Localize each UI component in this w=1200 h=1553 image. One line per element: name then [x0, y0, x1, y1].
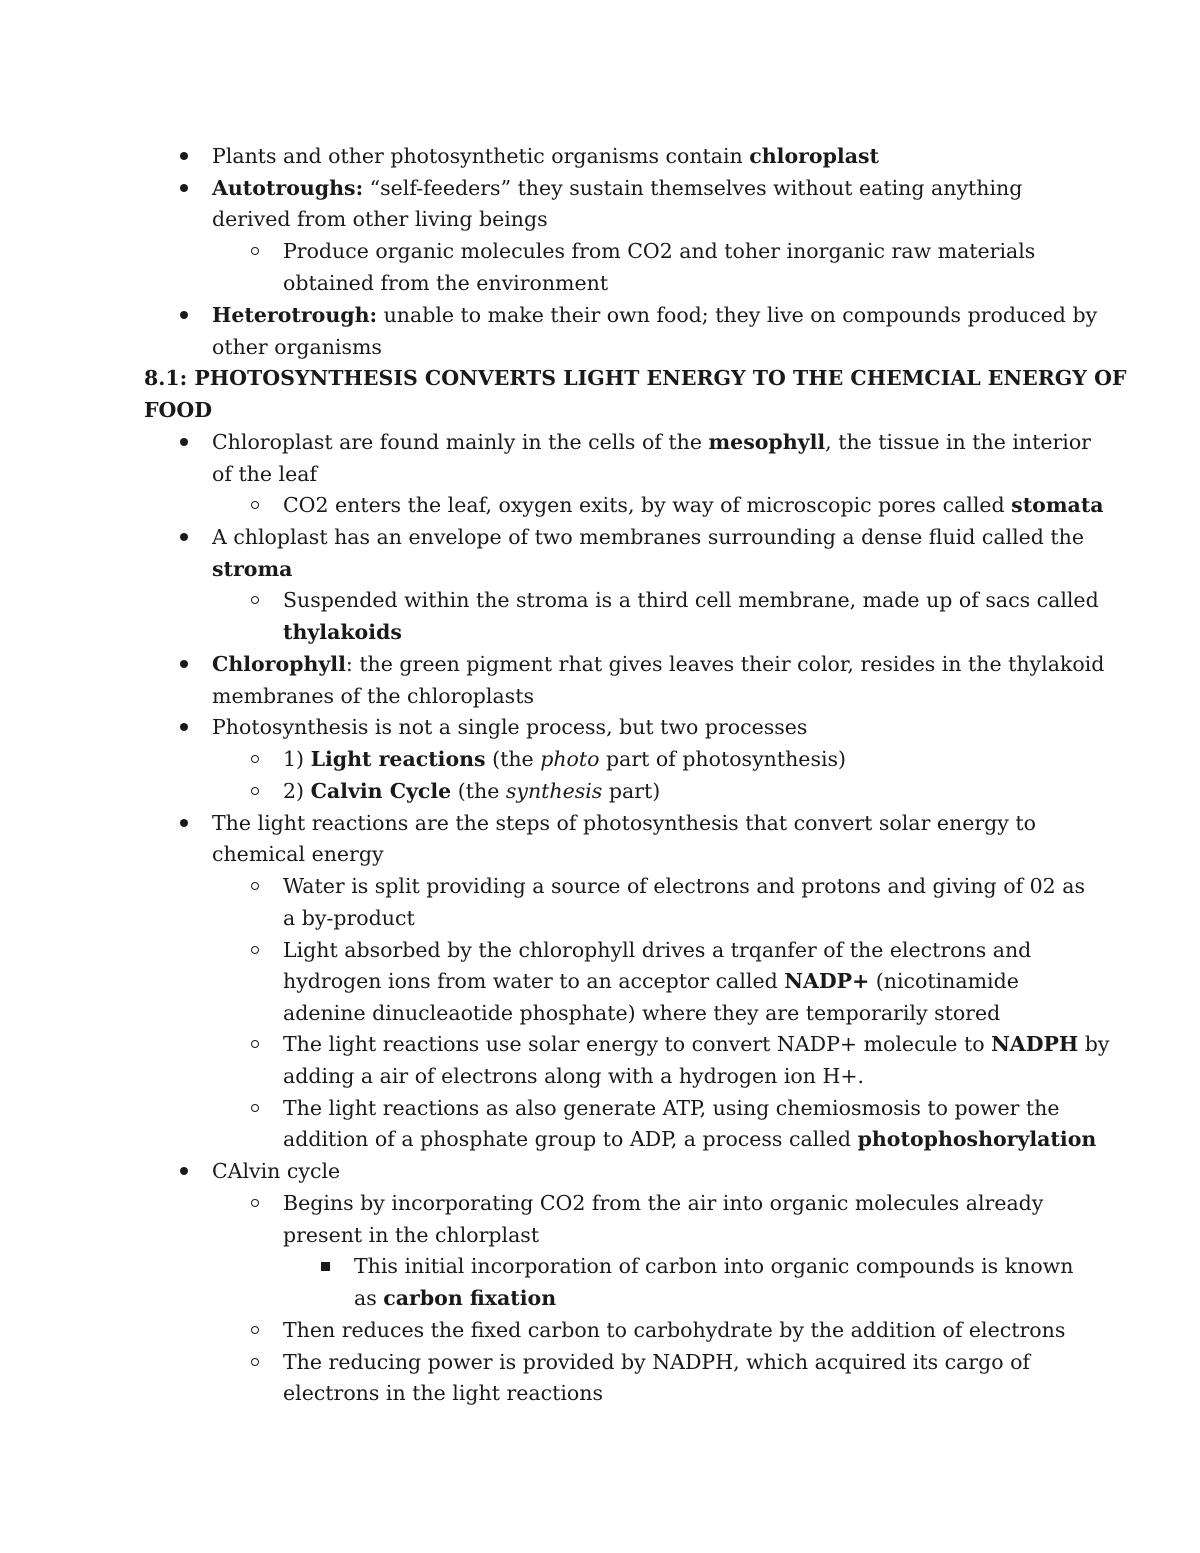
text-run: The light reactions are the steps of photosynthesis that convert solar energy to: [212, 811, 1036, 835]
text-run: photo: [540, 747, 600, 771]
text-run: Light reactions: [310, 747, 486, 771]
text-run: photophoshorylation: [857, 1127, 1097, 1151]
subsubbullet-carbon-fixation-cont: [354, 1286, 556, 1310]
text-run: by: [1078, 1032, 1110, 1056]
subbullet-nadph: [283, 1032, 1110, 1056]
text-run: thylakoids: [283, 620, 402, 644]
text-run: The light reactions use solar energy to convert NADP+ molecule to: [283, 1032, 992, 1056]
text-run: as: [354, 1286, 384, 1310]
subbullet-thylakoids: [283, 588, 1099, 612]
text-run: adenine dinucleaotide phosphate) where they are temporarily stored: [283, 1001, 1001, 1025]
bullet-chlorophyll-cont: [212, 684, 534, 708]
bullet-circle: [251, 247, 259, 255]
subbullet-water-split: [283, 874, 1085, 898]
text-run: 8.1: PHOTOSYNTHESIS CONVERTS LIGHT ENERGY TO THE CHEMCIAL ENERGY OF: [144, 366, 1127, 390]
text-run: stomata: [1011, 493, 1104, 517]
text-run: synthesis: [505, 779, 603, 803]
bullet-mesophyll: [212, 430, 1091, 454]
text-run: Heterotrough:: [212, 303, 378, 327]
text-run: Begins by incorporating CO2 from the air into organic molecules already: [283, 1191, 1044, 1215]
subbullet-incorporating-co2: [283, 1191, 1043, 1215]
text-run: electrons in the light reactions: [283, 1381, 603, 1405]
text-run: obtained from the environment: [283, 271, 609, 295]
text-run: NADP+: [784, 969, 870, 993]
subbullet-atp-cont: [283, 1127, 1096, 1151]
subsubbullet-carbon-fixation: [354, 1254, 1073, 1278]
text-run: CO2 enters the leaf, oxygen exits, by way of microscopic pores called: [283, 493, 1012, 517]
text-run: unable to make their own food; they live on compounds produced by: [377, 303, 1098, 327]
text-run: CAlvin cycle: [212, 1159, 341, 1183]
text-run: This initial incorporation of carbon into organic compounds is known: [354, 1254, 1074, 1278]
text-run: The reducing power is provided by NADPH, which acquired its cargo of: [283, 1350, 1031, 1374]
bullet-dot: [180, 184, 188, 192]
text-run: (the: [485, 747, 541, 771]
text-run: Chlorophyll: [212, 652, 346, 676]
subbullet-reducing-power-cont: [283, 1381, 603, 1405]
subbullet-light-reactions: [283, 747, 846, 771]
bullet-dot: [180, 438, 188, 446]
bullet-calvin-cycle: [212, 1159, 340, 1183]
bullet-dot: [180, 819, 188, 827]
bullet-circle: [251, 1326, 259, 1334]
bullet-heterotrough-cont: [212, 335, 382, 359]
text-run: Plants and other photosynthetic organisms contain: [212, 144, 750, 168]
bullet-stroma: [212, 525, 1084, 549]
text-run: present in the chlorplast: [283, 1223, 540, 1247]
text-run: , the tissue in the interior: [825, 430, 1091, 454]
section-heading-cont: [144, 398, 212, 422]
subbullet-water-split-cont: [283, 906, 415, 930]
subbullet-reduces-carbon: [283, 1318, 1065, 1342]
bullet-light-reactions-steps: [212, 811, 1036, 835]
text-run: membranes of the chloroplasts: [212, 684, 534, 708]
bullet-circle: [251, 755, 259, 763]
text-run: Calvin Cycle: [310, 779, 452, 803]
bullet-circle: [251, 1104, 259, 1112]
bullet-circle: [251, 787, 259, 795]
text-run: 1): [283, 747, 311, 771]
bullet-dot: [180, 660, 188, 668]
subbullet-light-absorbed-cont1: [283, 969, 1019, 993]
subbullet-atp: [283, 1096, 1060, 1120]
bullet-dot: [180, 1167, 188, 1175]
bullet-chlorophyll: [212, 652, 1104, 676]
text-run: (nicotinamide: [869, 969, 1019, 993]
text-run: adding a air of electrons along with a hydrogen ion H+.: [283, 1064, 865, 1088]
text-run: Water is split providing a source of electrons and protons and giving of 02 as: [283, 874, 1085, 898]
text-run: carbon fixation: [383, 1286, 557, 1310]
bullet-chloroplast: [212, 144, 879, 168]
subbullet-light-absorbed-cont2: [283, 1001, 1000, 1025]
bullet-heterotrough: [212, 303, 1097, 327]
subbullet-incorporating-co2-cont: [283, 1223, 539, 1247]
text-run: mesophyll: [708, 430, 826, 454]
text-run: “self-feeders” they sustain themselves without eating anything: [363, 176, 1023, 200]
text-run: 2): [283, 779, 311, 803]
text-run: The light reactions as also generate ATP, using chemiosmosis to power the: [283, 1096, 1060, 1120]
bullet-circle: [251, 1358, 259, 1366]
bullet-dot: [180, 533, 188, 541]
subbullet-calvin-cycle: [283, 779, 660, 803]
bullet-square: [321, 1262, 330, 1271]
text-run: Photosynthesis is not a single process, but two processes: [212, 715, 808, 739]
bullet-circle: [251, 882, 259, 890]
text-run: Produce organic molecules from CO2 and toher inorganic raw materials: [283, 239, 1036, 263]
text-run: NADPH: [991, 1032, 1079, 1056]
text-run: derived from other living beings: [212, 207, 548, 231]
bullet-mesophyll-cont: [212, 462, 317, 486]
text-run: part of photosynthesis): [599, 747, 847, 771]
text-run: Chloroplast are found mainly in the cells of the: [212, 430, 709, 454]
text-run: hydrogen ions from water to an acceptor called: [283, 969, 785, 993]
subbullet-organic-molecules-cont: [283, 271, 608, 295]
bullet-circle: [251, 1199, 259, 1207]
bullet-circle: [251, 1040, 259, 1048]
text-run: Then reduces the fixed carbon to carbohydrate by the addition of electrons: [283, 1318, 1066, 1342]
bullet-dot: [180, 311, 188, 319]
subbullet-nadph-cont: [283, 1064, 864, 1088]
bullet-two-processes: [212, 715, 807, 739]
bullet-circle: [251, 946, 259, 954]
bullet-stroma-cont: [212, 557, 292, 581]
text-run: Autotroughs:: [212, 176, 364, 200]
subbullet-stomata: [283, 493, 1104, 517]
text-run: : the green pigment rhat gives leaves their color, resides in the thylakoid: [345, 652, 1105, 676]
text-run: Suspended within the stroma is a third cell membrane, made up of sacs called: [283, 588, 1099, 612]
bullet-autotroughs-cont: [212, 207, 548, 231]
subbullet-light-absorbed: [283, 938, 1031, 962]
bullet-autotroughs: [212, 176, 1022, 200]
section-heading: [144, 366, 1127, 390]
text-run: a by-product: [283, 906, 415, 930]
text-run: part): [602, 779, 661, 803]
text-run: A chloplast has an envelope of two membranes surrounding a dense fluid called the: [212, 525, 1085, 549]
text-run: chemical energy: [212, 842, 384, 866]
bullet-circle: [251, 501, 259, 509]
text-run: other organisms: [212, 335, 382, 359]
text-run: addition of a phosphate group to ADP, a process called: [283, 1127, 858, 1151]
subbullet-organic-molecules: [283, 239, 1035, 263]
bullet-dot: [180, 723, 188, 731]
text-run: chloroplast: [749, 144, 880, 168]
text-run: (the: [451, 779, 506, 803]
subbullet-reducing-power: [283, 1350, 1030, 1374]
text-run: of the leaf: [212, 462, 318, 486]
subbullet-thylakoids-cont: [283, 620, 402, 644]
bullet-circle: [251, 596, 259, 604]
text-run: stroma: [212, 557, 293, 581]
text-run: FOOD: [144, 398, 213, 422]
text-run: Light absorbed by the chlorophyll drives a trqanfer of the electrons and: [283, 938, 1032, 962]
bullet-light-reactions-steps-cont: [212, 842, 384, 866]
bullet-dot: [180, 152, 188, 160]
